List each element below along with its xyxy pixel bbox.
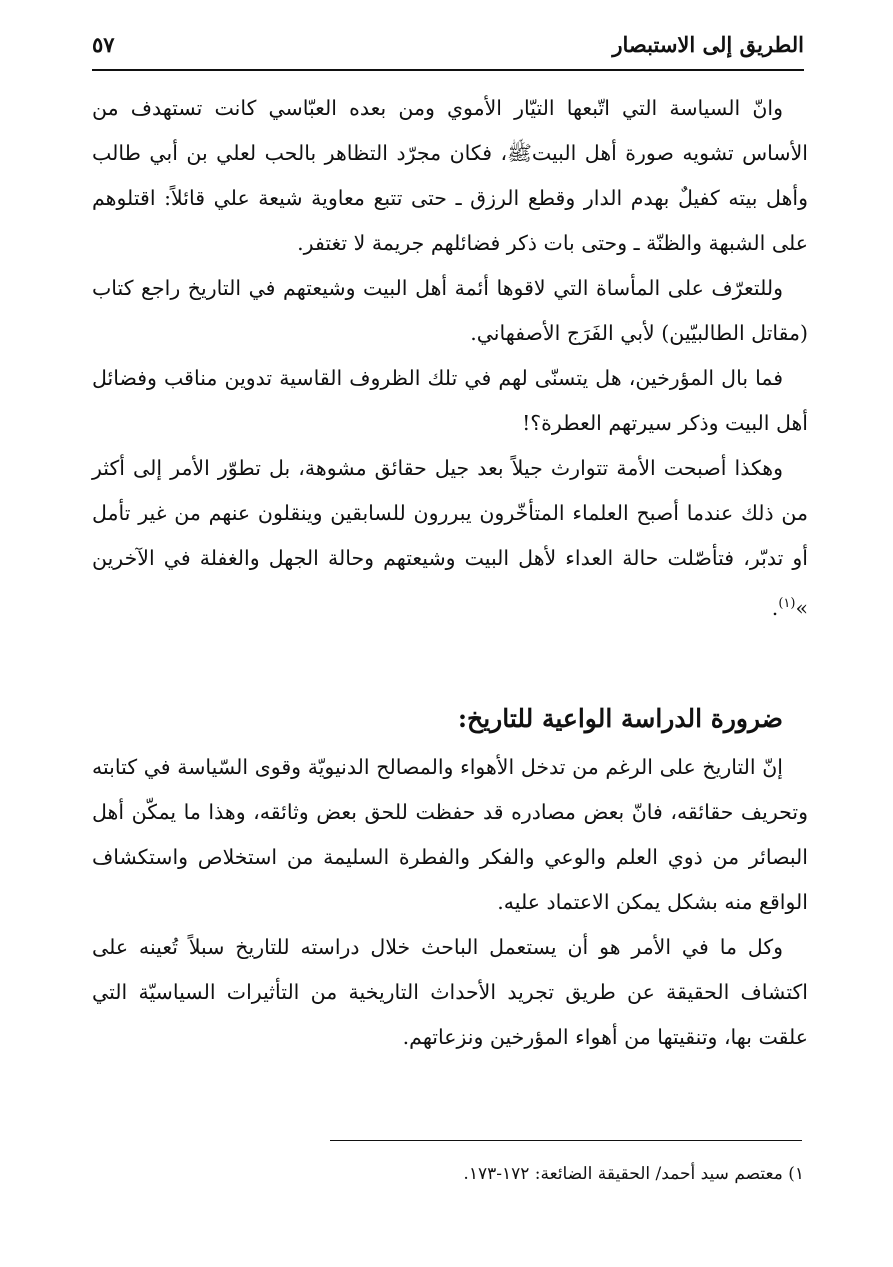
running-title: الطريق إلى الاستبصار [612,32,804,57]
paragraph: وللتعرّف على المأساة التي لاقوها أئمة أهل البيت وشيعتهم في التاريخ راجع كتاب (مقاتل الطالبيّين) لأبي الفَرَج الأصفهاني. [92,276,808,345]
paragraph: إنّ التاريخ على الرغم من تدخل الأهواء والمصالح الدنيويّة وقوى السّياسة في كتابته وتحريف حقائقه، فانّ بعض مصادره قد حفظت للحق بعض وثائقه، وهذا ما يمكّن أهل البصائر من ذوي العلم والوعي والفكر والفطرة السليمة من استخلاص واستكشاف الواقع منه بشكل يمكن الاعتماد عليه. [92,754,808,914]
footnote: ١) معتصم سيد أحمد/ الحقيقة الضائعة: ١٧٢-١٧٣. [463,1164,804,1184]
paragraph-with-footnote [92,446,808,631]
footnote-reference[interactable]: (١) [778,596,796,611]
paragraph-text: وهكذا أصبحت الأمة تتوارث جيلاً بعد جيل حقائق مشوهة، بل تطوّر الأمر إلى أكثر من ذلك عندما أصبح العلماء المتأخّرون يبررون للسابقين وينقلون عنهم من غير تأمل أو تدبّر، فتأصّلت حالة العداء لأهل البيت وشيعتهم وحالة الجهل والغفلة في الآخرين » [92,456,808,620]
section-heading: ضرورة الدراسة الواعية للتاريخ: [457,703,783,733]
main-text [92,86,808,1060]
page-number: ٥٧ [92,32,115,57]
page-header [92,28,804,68]
paragraph: وانّ السياسة التي اتّبعها التيّار الأموي ومن بعده العبّاسي كانت تستهدف من الأساس تشويه صورة أهل البيتﷺ، فكان مجرّد التظاهر بالحب لعلي بن أبي طالب وأهل بيته كفيلٌ بهدم الدار وقطع الرزق ـ حتى تتبع معاوية شيعة علي قائلاً: اقتلوهم على الشبهة والظنّة ـ وحتى بات ذكر فضائلهم جريمة لا تغتفر. [92,96,808,255]
closing-period: . [771,595,779,620]
footnote-separator [330,1140,802,1141]
paragraph: وكل ما في الأمر هو أن يستعمل الباحث خلال دراسته للتاريخ سبلاً تُعينه على اكتشاف الحقيقة عن طريق تجريد الأحداث التاريخية من التأثيرات السياسيّة التي علقت بها، وتنقيتها من أهواء المؤرخين ونزعاتهم. [92,934,808,1049]
header-rule [92,69,804,71]
paragraph: فما بال المؤرخين، هل يتسنّى لهم في تلك الظروف القاسية تدوين مناقب وفضائل أهل البيت وذكر سيرتهم العطرة؟! [92,366,808,435]
